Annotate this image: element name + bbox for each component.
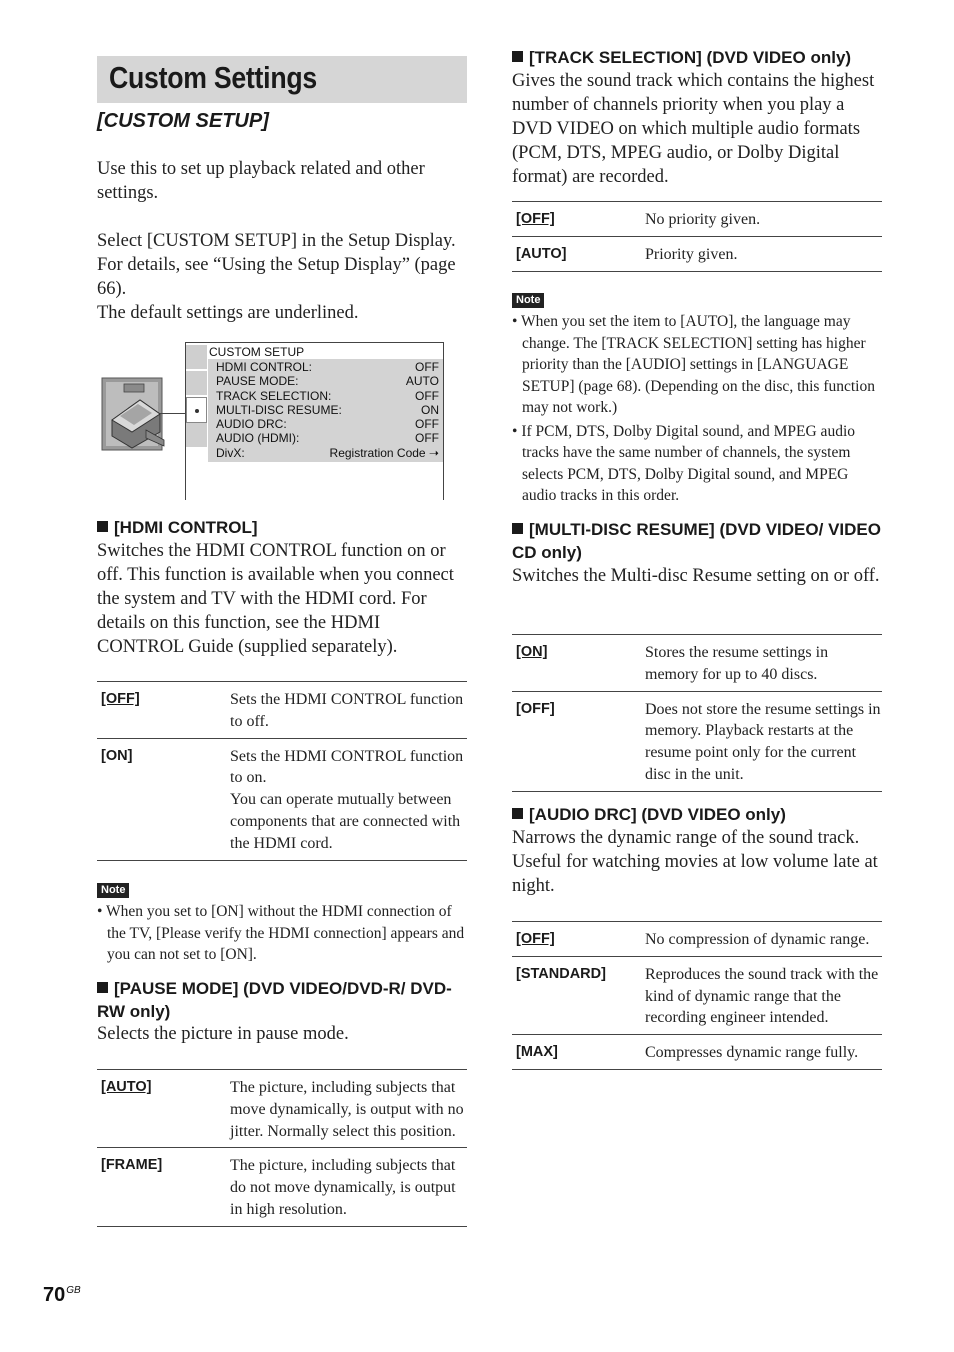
setup-tab (186, 345, 207, 371)
table-row (97, 682, 467, 739)
option-key: [OFF] (516, 931, 555, 947)
option-desc: Reproduces the sound track with the kind of dynamic range that the recording engineer intended. (645, 965, 879, 1027)
page-number-value: 70 (43, 1284, 66, 1306)
track-note-list (512, 311, 884, 509)
option-key: [FRAME] (101, 1157, 163, 1174)
setup-tab (186, 423, 207, 449)
option-desc: No priority given. (645, 211, 761, 228)
setup-tab (186, 371, 207, 397)
intro-text-2: Select [CUSTOM SETUP] in the Setup Display. For details, see “Using the Setup Display” (page 66). (97, 231, 456, 299)
option-key: [AUTO] (101, 1079, 152, 1095)
note-label: Note (512, 293, 544, 308)
track-options-table (512, 201, 882, 272)
option-key: [STANDARD] (516, 965, 606, 982)
bullet-square-icon (512, 51, 523, 62)
osd-row-label: HDMI CONTROL: (216, 360, 312, 374)
option-key: [MAX] (516, 1044, 558, 1061)
option-desc: The picture, including subjects that do not move dynamically, is output in high resolution. (230, 1157, 456, 1218)
note-item: • When you set the item to [AUTO], the language may change. The [TRACK SELECTION] setting has higher priority than the [AUDIO] settings in [LANGUAGE SETUP] (page 68). (Depending on the disc, this function may not work.) (512, 311, 884, 419)
intro-text-3: The default settings are underlined. (97, 303, 359, 323)
audio-drc-heading (512, 803, 882, 826)
page-number (43, 1284, 81, 1307)
osd-row-label: MULTI-DISC RESUME: (216, 402, 342, 417)
multi-disc-resume-desc: Switches the Multi-disc Resume setting on or off. (512, 566, 880, 586)
track-selection-heading (512, 46, 884, 69)
heading-text: [TRACK SELECTION] (DVD VIDEO only) (529, 48, 852, 67)
option-desc: Compresses dynamic range fully. (645, 1044, 859, 1062)
osd-row-value: OFF (415, 417, 439, 432)
panel-border-top (185, 342, 444, 343)
intro-text-1: Use this to set up playback related and other settings. (97, 159, 425, 203)
section-subtitle: [CUSTOM SETUP] (97, 110, 269, 132)
panel-border-right (443, 342, 444, 500)
osd-row (216, 374, 439, 388)
osd-row-value: OFF (415, 431, 439, 446)
osd-row (216, 389, 439, 403)
note-label: Note (97, 883, 129, 898)
custom-setup-panel (208, 346, 443, 462)
osd-row-label: AUDIO DRC: (216, 417, 287, 432)
option-desc-line: Sets the HDMI CONTROL function to on. (230, 747, 464, 787)
heading-text: [AUDIO DRC] (DVD VIDEO only) (529, 805, 786, 824)
option-key: [OFF] (516, 211, 555, 227)
option-key: [OFF] (516, 700, 555, 717)
setup-display-illustration (100, 342, 445, 500)
option-desc: The picture, including subjects that move dynamically, is output with no jitter. Normally select this position. (230, 1079, 464, 1140)
note-item: • When you set to [ON] without the HDMI connection of the TV, [Please verify the HDMI connection] appears and you can not set to [ON]. (97, 901, 469, 966)
option-key: [AUTO] (516, 245, 567, 262)
osd-row-value: OFF (415, 388, 439, 403)
multidisc-options-table (512, 634, 882, 792)
option-desc: Priority given. (645, 245, 738, 263)
osd-row-label: TRACK SELECTION: (216, 388, 332, 403)
table-row (512, 691, 882, 791)
hdmi-control-heading (97, 516, 467, 539)
bullet-square-icon (97, 982, 108, 993)
osd-row-label: PAUSE MODE: (216, 374, 299, 389)
osd-row-label: DivX: (216, 445, 245, 460)
hdmi-note-list (97, 901, 469, 968)
table-row (512, 922, 882, 957)
track-selection-desc: Gives the sound track which contains the highest number of channels priority when you play a DVD VIDEO on which multiple audio formats (PCM, DTS, MPEG audio, or Dolby Digital format) are recorded. (512, 71, 875, 187)
osd-row-value: AUTO (405, 374, 439, 389)
custom-setup-icon (100, 370, 166, 454)
page-title-bar (97, 56, 467, 103)
multi-disc-resume-heading (512, 518, 882, 564)
table-row (97, 1148, 467, 1226)
osd-row-value: ON (421, 402, 439, 417)
option-key: [ON] (101, 747, 133, 764)
hdmi-options-table (97, 681, 467, 861)
table-row (512, 202, 882, 237)
option-desc (230, 738, 467, 860)
table-row (512, 956, 882, 1034)
option-desc: Stores the resume settings in memory for up to 40 discs. (645, 644, 829, 683)
bullet-square-icon (512, 808, 523, 819)
drc-options-table (512, 921, 882, 1070)
page-title: Custom Settings (109, 60, 317, 95)
osd-row-label: AUDIO (HDMI): (216, 431, 300, 446)
heading-text: [MULTI-DISC RESUME] (DVD VIDEO/ VIDEO CD only) (512, 520, 881, 562)
bullet-square-icon (97, 521, 108, 532)
option-key: [ON] (516, 644, 548, 660)
table-row (97, 738, 467, 860)
heading-text: [HDMI CONTROL] (114, 518, 258, 537)
pause-mode-desc: Selects the picture in pause mode. (97, 1024, 349, 1044)
audio-drc-desc: Narrows the dynamic range of the sound track. Useful for watching movies at low volume late at night. (512, 828, 878, 896)
table-row (512, 236, 882, 271)
osd-header: CUSTOM SETUP (209, 345, 305, 359)
option-desc: Does not store the resume settings in memory. Playback restarts at the resume point only for the current disc in the unit. (645, 700, 881, 783)
option-desc-line: You can operate mutually between components that are connected with the HDMI cord. (230, 791, 461, 852)
osd-row-value: Registration Code ➝ (329, 445, 439, 460)
bullet-square-icon (512, 523, 523, 534)
note-item: • If PCM, DTS, Dolby Digital sound, and MPEG audio tracks have the same number of channels, the system selects PCM, DTS, Dolby Digital sound, and MPEG audio tracks in this order. (512, 421, 884, 507)
osd-row-value: OFF (415, 360, 439, 374)
option-desc: Sets the HDMI CONTROL function to off. (230, 691, 464, 730)
table-row (512, 635, 882, 692)
hdmi-control-desc: Switches the HDMI CONTROL function on or off. This function is available when you connect the system and TV with the HDMI cord. For details on this function, see the HDMI CONTROL Guide (supplied separately). (97, 541, 454, 657)
option-desc: No compression of dynamic range. (645, 931, 870, 948)
setup-tab-selected (186, 397, 207, 423)
page-number-suffix: GB (66, 1285, 81, 1296)
osd-row (216, 403, 439, 417)
table-row (97, 1070, 467, 1148)
osd-row (216, 360, 439, 374)
osd-row (216, 431, 439, 445)
setup-tabs (186, 345, 207, 449)
pause-options-table (97, 1069, 467, 1227)
osd-settings-list (208, 359, 443, 462)
table-row (512, 1035, 882, 1070)
pause-mode-heading (97, 977, 467, 1023)
option-key: [OFF] (101, 691, 140, 707)
osd-row (216, 446, 439, 460)
heading-text: [PAUSE MODE] (DVD VIDEO/DVD-R/ DVD-RW only) (97, 979, 452, 1021)
osd-row (216, 417, 439, 431)
